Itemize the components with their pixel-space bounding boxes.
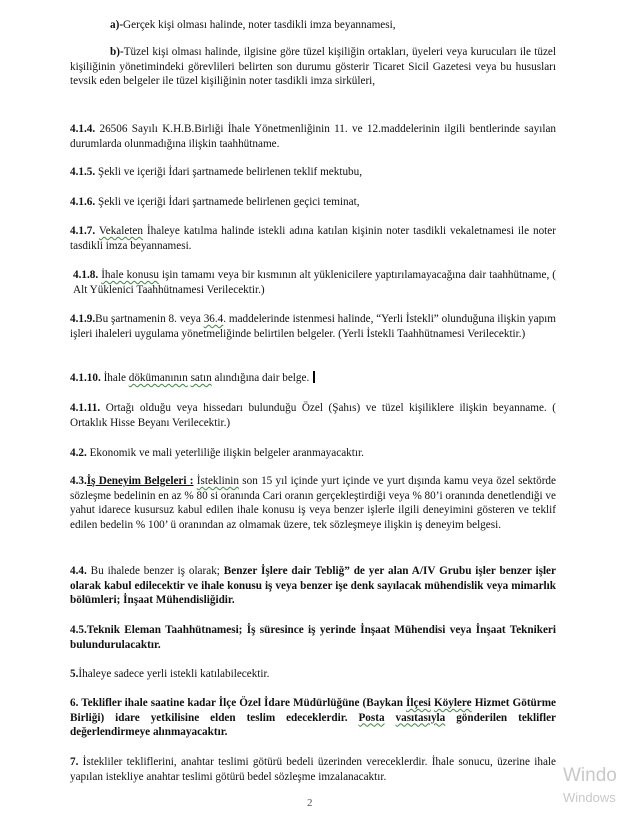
section-number: 4.1.8. [73, 269, 99, 281]
paragraph-text: işin tamamı veya bir kısmının alt yüklenicilere yaptırılamayacağına dair taahhütname, ( Alt Yüklenici Taahhütnamesi Verilecektir.) [73, 269, 556, 296]
paragraph-4-1-5 [70, 165, 556, 180]
paragraph-4-4 [70, 564, 556, 608]
paragraph-a [110, 18, 556, 33]
section-number: 4.2. [70, 447, 87, 459]
paragraph-4-1-4 [70, 122, 556, 151]
paragraph-bold-text: Teknik Eleman Taahhütnamesi; İş süresince iş yerinde İnşaat Mühendisi veya İnşaat Teknikeri bulundurulacaktır. [70, 624, 556, 651]
paragraph-4-1-10 [70, 371, 556, 386]
paragraph-4-3 [70, 474, 556, 532]
paragraph-4-2 [70, 446, 556, 461]
paragraph-4-1-6 [70, 195, 556, 210]
paragraph-4-1-9 [70, 312, 556, 341]
section-number: 4.4. [70, 565, 87, 577]
paragraph-bold-text: Benzer İşlere dair Tebliğ” de yer alan A/IV Grubu işler benzer işler olarak kabul edilecektir ve ihale konusu iş veya benzer işe denk sayılacak mühendislik veya mimarlık bölümleri; İnşaat Mühendisliğidir. [70, 565, 556, 606]
spellcheck-word[interactable]: İhale konusu [101, 269, 159, 281]
spellcheck-word[interactable]: İlçesi [406, 697, 431, 709]
spellcheck-word[interactable]: Vekaleten [98, 225, 143, 237]
spellcheck-word[interactable]: Köylere [433, 697, 472, 709]
paragraph-text: Şekli ve içeriği İdari şartnamede belirlenen geçici teminat, [95, 196, 360, 208]
section-number: 4.1.10. [70, 372, 101, 384]
section-number: 4.1.5. [70, 166, 96, 178]
section-number: 5. [70, 668, 79, 680]
section-number: 4.1.7. [70, 225, 96, 237]
text-cursor [313, 371, 315, 383]
paragraph-text: İstekliler tekliflerini, anahtar teslimi götürü bedeli üzerinden vereceklerdir. İhale sonucu, üzerine ihale yapılan istekliye anahtar teslimi götürü bedel sözleşme imzalanacaktır. [70, 756, 556, 783]
paragraph-text: İhaleye sadece yerli istekli katılabilecektir. [78, 668, 270, 680]
spellcheck-word[interactable]: satın [190, 372, 212, 384]
paragraph-text: alındığına dair belge. [211, 372, 310, 384]
section-number: 4.1.6. [70, 196, 96, 208]
paragraph-7 [70, 755, 556, 784]
paragraph-4-1-8 [73, 268, 556, 297]
paragraph-text: Şekli ve içeriği İdari şartnamede belirlenen teklif mektubu, [95, 166, 363, 178]
paragraph-4-1-7 [70, 224, 556, 253]
paragraph-text: 26506 Sayılı K.H.B.Birliği İhale Yönetmenliğinin 11. ve 12.maddelerinin ilgili bentlerinde sayılan durumlarda olunmadığına ilişkin taahhütname. [70, 123, 556, 150]
paragraph-label: b)- [110, 46, 124, 58]
section-number: 6. [70, 697, 79, 709]
paragraph-text: Bu ihalede benzer iş olarak; [86, 565, 224, 577]
spellcheck-word[interactable]: dökümanının [128, 372, 188, 384]
section-number: 4.5. [70, 624, 87, 636]
paragraph-6 [70, 696, 556, 740]
windows-activation-watermark-title: Windo [563, 765, 617, 786]
paragraph-text: Tüzel kişi olması halinde, ilgisine göre tüzel kişiliğin ortakları, üyeleri veya kurucuları ile tüzel kişiliğinin yönetimindeki görevlileri belirten son durumu gösterir Ticaret Sicil Gazetesi veya bu hususları tevsik eden belgeler ile tüzel kişiliğinin noter tasdikli imza sirküleri, [70, 46, 556, 87]
paragraph-text: İhaleye katılma halinde istekli adına katılan kişinin noter tasdikli vekaletnamesi ile noter tasdikli imza beyannamesi. [70, 225, 556, 252]
paragraph-5 [70, 667, 556, 682]
paragraph-label: a)- [110, 19, 124, 31]
section-heading: İş Deneyim Belgeleri : [86, 475, 194, 487]
section-number: 4.3. [70, 475, 87, 487]
space [385, 712, 396, 724]
paragraph-text: Ortağı olduğu veya hissedarı bulunduğu Özel (Şahıs) ve tüzel kişiliklere ilişkin beyanname. ( Ortaklık Hisse Beyanı Verilecektir.) [70, 402, 556, 429]
spellcheck-word[interactable]: İsteklinin [196, 475, 240, 487]
paragraph-text: Bu şartnamenin 8. veya [95, 313, 204, 325]
section-number: 4.1.11. [70, 402, 101, 414]
paragraph-text: Gerçek kişi olması halinde, noter tasdikli imza beyannamesi, [123, 19, 396, 31]
section-number: 4.1.4. [70, 123, 96, 135]
paragraph-4-1-11 [70, 401, 556, 430]
spellcheck-word[interactable]: Posta [358, 711, 385, 724]
spellcheck-word[interactable]: 36.4 [203, 313, 224, 325]
section-number: 4.1.9. [70, 313, 96, 325]
paragraph-bold-text: Hizmet Götürme Birliği) idare yetkilisine elden teslim edeceklerdir. [70, 697, 557, 724]
paragraph-bold-text: Teklifler ihale saatine kadar İlçe Özel İdare Müdürlüğüne (Baykan [78, 697, 407, 709]
paragraph-b [70, 45, 556, 89]
section-number: 7. [70, 756, 79, 768]
paragraph-text: İhale [100, 372, 129, 384]
paragraph-text: Ekonomik ve mali yeterliliğe ilişkin belgeler aranmayacaktır. [86, 447, 364, 459]
paragraph-4-5 [70, 623, 556, 652]
paragraph-text: . maddelerinde istenmesi halinde, “Yerli İstekli” olunduğuna ilişkin yapım işleri ihaleleri uygulama yönetmeliğinde belirtilen belgeler. (Yerli İstekli Taahhütnamesi Verilecektir.) [70, 313, 556, 340]
windows-activation-watermark-subtitle: Windows [563, 790, 616, 805]
page-number: 2 [307, 797, 313, 809]
paragraph-bold-text: gönderilen teklifler değerlendirmeye alınmayacaktır. [70, 711, 556, 738]
spellcheck-word[interactable]: vasıtasıyla [395, 711, 446, 724]
paragraph-text: son 15 yıl içinde yurt içinde ve yurt dışında kamu veya özel sektörde sözleşme bedelinin en az % 80 si oranında Cari oranın gerçekleştirdiği veya % 80’i oranında denetlendiği ve yahut idarece kusursuz kabul edilen ihale konusu iş veya benzer işlerle ilgili deneyimini gösteren ve teklif edilen bedelin % 100’ ü oranından az olmamak üzere, tek sözleşmeye ilişkin iş deneyim belgesi. [70, 475, 556, 531]
